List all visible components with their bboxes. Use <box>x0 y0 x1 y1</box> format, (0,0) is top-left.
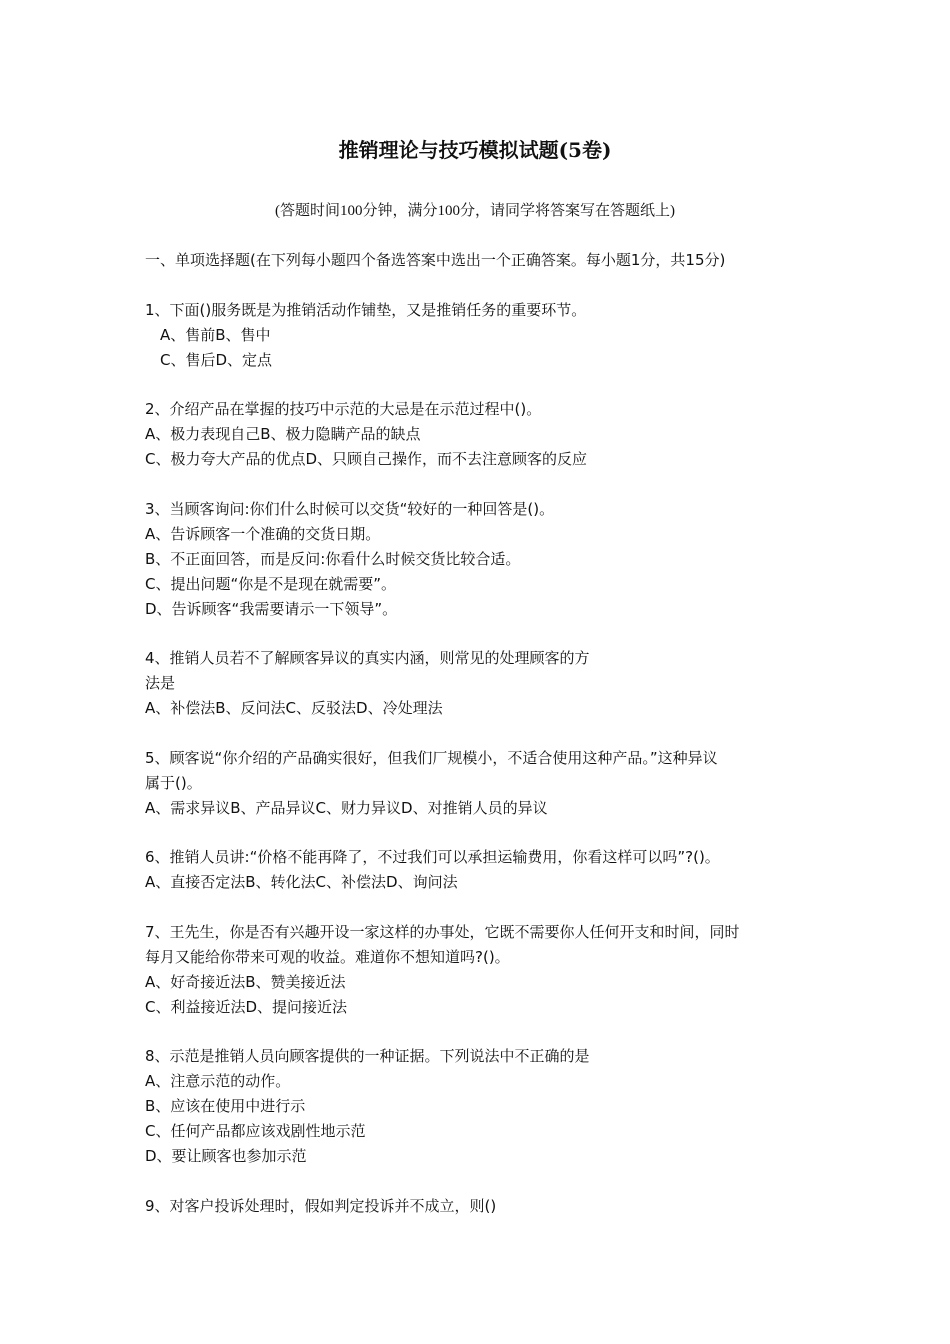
question-2-option-line: A、极力表现自己B、极力隐瞒产品的缺点 <box>145 425 421 443</box>
section-heading: 一、单项选择题(在下列每小题四个备选答案中选出一个正确答案。每小题1分，共15分) <box>145 251 726 269</box>
question-8-text: 8、示范是推销人员向顾客提供的一种证据。下列说法中不正确的是 <box>145 1047 590 1065</box>
question-8-option-line: C、任何产品都应该戏剧性地示范 <box>145 1122 366 1140</box>
question-1-option-line: C、售后D、定点 <box>160 351 273 369</box>
question-8-option-line: A、注意示范的动作。 <box>145 1072 291 1090</box>
question-9-text: 9、对客户投诉处理时，假如判定投诉并不成立，则() <box>145 1197 497 1215</box>
exam-instructions: (答题时间100分钟，满分100分，请同学将答案写在答题纸上) <box>275 203 675 219</box>
question-7-option-line: C、利益接近法D、提问接近法 <box>145 998 348 1016</box>
question-3-option-line: B、不正面回答，而是反问:你看什么时候交货比较合适。 <box>145 550 521 568</box>
question-7-option-line: A、好奇接近法B、赞美接近法 <box>145 973 346 991</box>
question-5-text: 属于()。 <box>145 774 202 792</box>
question-3-option-line: D、告诉顾客“我需要请示一下领导”。 <box>145 600 398 618</box>
question-3-text: 3、当顾客询问:你们什么时候可以交货“较好的一种回答是()。 <box>145 500 555 518</box>
question-4-text: 4、推销人员若不了解顾客异议的真实内涵，则常见的处理顾客的方 <box>145 649 590 667</box>
question-7-text: 7、王先生，你是否有兴趣开设一家这样的办事处，它既不需要你人任何开支和时间，同时 <box>145 923 740 941</box>
question-6-text: 6、推销人员讲:“价格不能再降了，不过我们可以承担运输费用，你看这样可以吗”?()。 <box>145 848 720 866</box>
question-1-option-line: A、售前B、售中 <box>160 326 271 344</box>
question-5-option-line: A、需求异议B、产品异议C、财力异议D、对推销人员的异议 <box>145 799 548 817</box>
question-1-text: 1、下面()服务既是为推销活动作铺垫，又是推销任务的重要环节。 <box>145 301 587 319</box>
question-4-option-line: A、补偿法B、反问法C、反驳法D、冷处理法 <box>145 699 443 717</box>
question-8-option-line: D、要让顾客也参加示范 <box>145 1147 307 1165</box>
document-title: 推销理论与技巧模拟试题(5卷) <box>338 138 612 162</box>
question-3-option-line: C、提出问题“你是不是现在就需要”。 <box>145 575 397 593</box>
question-2-option-line: C、极力夸大产品的优点D、只顾自己操作，而不去注意顾客的反应 <box>145 450 588 468</box>
question-5-text: 5、顾客说“你介绍的产品确实很好，但我们厂规模小，不适合使用这种产品。”这种异议 <box>145 749 718 767</box>
question-3-option-line: A、告诉顾客一个准确的交货日期。 <box>145 525 381 543</box>
question-8-option-line: B、应该在使用中进行示 <box>145 1097 306 1115</box>
question-6-option-line: A、直接否定法B、转化法C、补偿法D、询问法 <box>145 873 458 891</box>
question-4-text: 法是 <box>145 674 176 692</box>
question-7-text: 每月又能给你带来可观的收益。难道你不想知道吗?()。 <box>145 948 510 966</box>
question-2-text: 2、介绍产品在掌握的技巧中示范的大忌是在示范过程中()。 <box>145 400 542 418</box>
